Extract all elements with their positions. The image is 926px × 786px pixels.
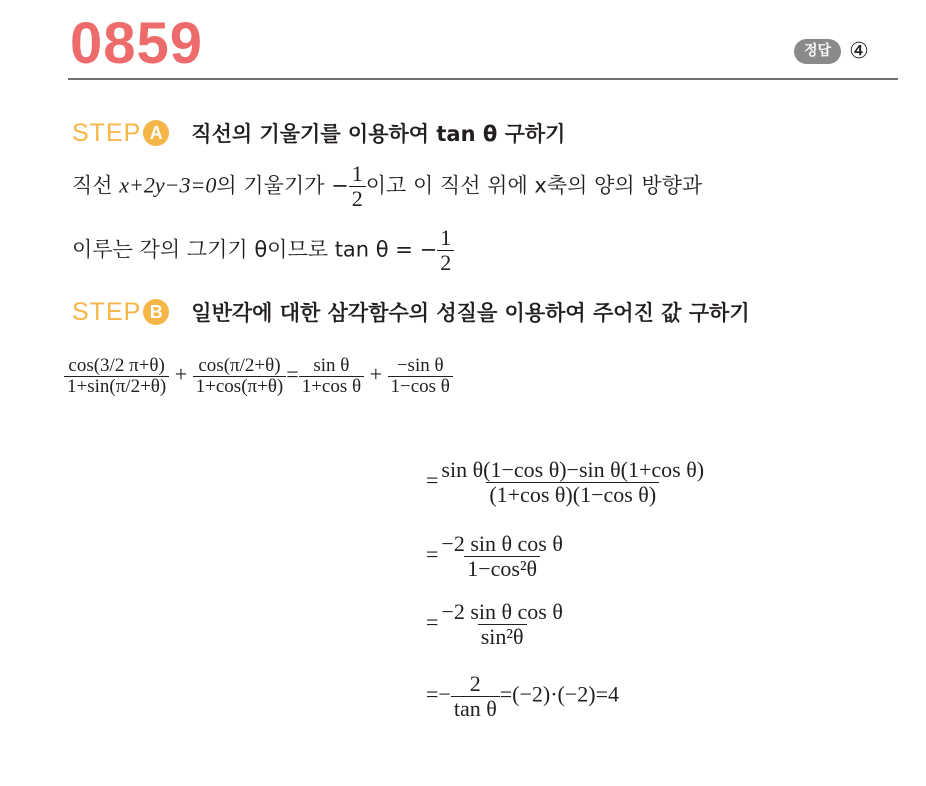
step-b-heading xyxy=(72,297,750,327)
answer-area xyxy=(794,38,869,64)
line1-equation: x+2y−3=0 xyxy=(119,172,217,198)
eq1-f4-num: −sin θ xyxy=(396,355,444,376)
eq5-fraction xyxy=(451,672,500,721)
eq1-fraction-4 xyxy=(388,356,453,397)
step-b-title: 일반각에 대한 삼각함수의 성질을 이용하여 주어진 값 구하기 xyxy=(191,301,750,325)
eq5-suffix: =(−2)·(−2)=4 xyxy=(499,681,620,707)
eq1-f1-den: 1+sin(π/2+θ) xyxy=(64,376,169,397)
eq3-den: 1−cos²θ xyxy=(464,556,540,581)
eq1-f2-num: cos(π/2+θ) xyxy=(198,355,281,376)
equation-line-4: = $\frac{\text{−2 sin θ cos θ}}{\text{sin²θ}}$ xyxy=(426,600,566,649)
equation-line-1 xyxy=(64,356,453,397)
eq3-fraction xyxy=(438,532,565,581)
equation-line-2: = $\frac{\text{sin θ(1−cos θ)−sin θ(1+cos θ)}}{\text{(1+cos θ)(1−cos θ)}}$ xyxy=(426,458,707,507)
eq1-fraction-2 xyxy=(193,356,287,397)
eq5-prefix: =− xyxy=(426,681,451,707)
eq5-den: tan θ xyxy=(451,696,500,721)
step-a-title: 직선의 기울기를 이용하여 tan θ 구하기 xyxy=(191,122,566,146)
equation-line-5 xyxy=(426,672,619,721)
eq2-den: (1+cos θ)(1−cos θ) xyxy=(486,482,659,507)
eq2-num: sin θ(1−cos θ)−sin θ(1+cos θ) xyxy=(441,457,705,482)
answer-value: ④ xyxy=(849,38,869,64)
answer-badge: 정답 xyxy=(794,39,841,64)
eq4-fraction xyxy=(438,600,565,649)
eq1-f3-num: sin θ xyxy=(313,355,350,376)
eq1-plus-2: + xyxy=(369,361,383,387)
step-b-word: STEP xyxy=(72,297,142,326)
problem-number: 0859 xyxy=(70,11,204,76)
tan-fraction xyxy=(437,226,454,275)
step-a-heading xyxy=(72,118,565,148)
eq3-num: −2 sin θ cos θ xyxy=(441,531,563,556)
eq5-num: 2 xyxy=(469,671,481,696)
eq1-fraction-3 xyxy=(299,356,364,397)
eq1-f1-num: cos(3/2 π+θ) xyxy=(68,355,165,376)
eq1-plus: + xyxy=(174,361,188,387)
step-a-line1 xyxy=(72,162,702,211)
eq4-num: −2 sin θ cos θ xyxy=(441,599,563,624)
line1-suffix: 이고 이 직선 위에 x축의 양의 방향과 xyxy=(365,173,703,198)
eq2-fraction xyxy=(438,458,707,507)
slope-num: 1 xyxy=(351,161,363,186)
slope-fraction xyxy=(349,162,366,211)
tan-num: 1 xyxy=(440,225,452,250)
line2-prefix: 이루는 각의 그기기 θ이므로 tan θ = − xyxy=(72,237,438,262)
step-a-word: STEP xyxy=(72,118,142,147)
eq1-equals: = xyxy=(286,361,299,387)
eq1-fraction-1 xyxy=(64,356,169,397)
equation-line-3: = $\frac{\text{−2 sin θ cos θ}}{\text{1−cos²θ}}$ xyxy=(426,532,566,581)
step-a-letter-icon: A xyxy=(143,120,169,146)
eq1-f4-den: 1−cos θ xyxy=(388,376,453,397)
line1-prefix: 직선 xyxy=(72,173,120,198)
line1-mid: 의 기울기가 − xyxy=(216,173,349,198)
header-divider xyxy=(68,78,898,80)
eq1-f3-den: 1+cos θ xyxy=(299,376,364,397)
slope-den: 2 xyxy=(349,186,366,211)
eq1-f2-den: 1+cos(π+θ) xyxy=(193,376,287,397)
eq4-den: sin²θ xyxy=(478,624,527,649)
step-a-line2 xyxy=(72,226,454,275)
tan-den: 2 xyxy=(437,250,454,275)
step-b-letter-icon: B xyxy=(143,299,169,325)
